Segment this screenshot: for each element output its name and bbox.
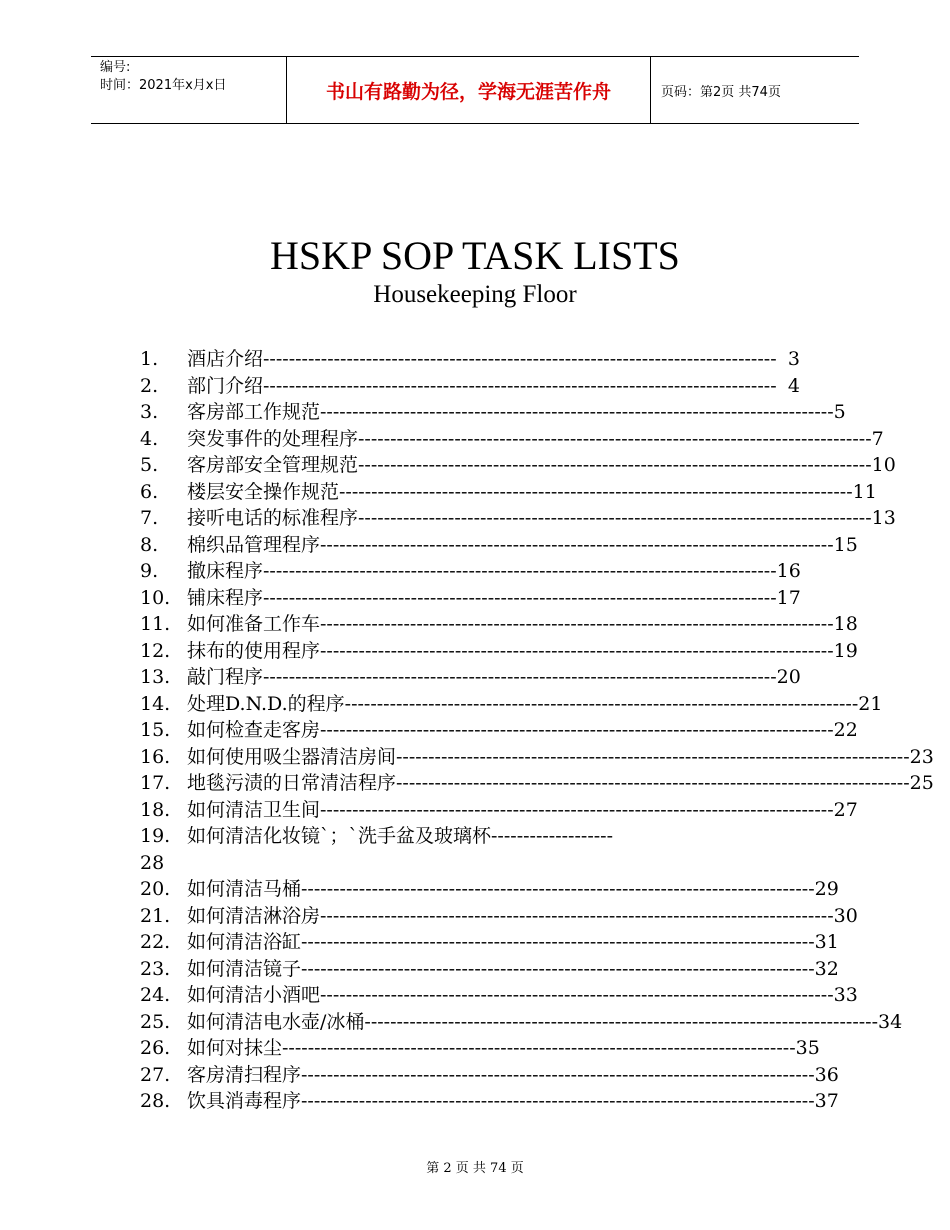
toc-entry-title: 如何清洁卫生间 [187, 798, 321, 821]
toc-entry-number: 7. [140, 507, 159, 529]
toc-entry-page: 4 [787, 374, 800, 397]
toc-entry-title: 如何清洁马桶 [187, 878, 302, 900]
toc-leader: -------------------------------------------------------------------------------- [320, 984, 834, 1006]
toc-leader: -------------------------------------------------------------------------------- [358, 427, 872, 450]
toc-entry [140, 823, 800, 876]
toc-entry-page: 35 [795, 1037, 820, 1059]
toc-entry [140, 452, 896, 479]
toc-entry-title: 客房部安全管理规范 [187, 454, 359, 476]
toc-entry-title: 部门介绍 [187, 374, 264, 397]
toc-entry-number: 12. [140, 639, 171, 662]
toc-entry-title: 如何准备工作车 [187, 613, 321, 635]
toc-entry-page: 10 [871, 454, 896, 476]
table-of-contents [140, 346, 934, 1115]
toc-entry-number: 11. [140, 613, 171, 635]
toc-leader: -------------------------------------------------------------------------------- [320, 904, 834, 927]
toc-entry-number: 25. [140, 1010, 171, 1033]
toc-entry-page: 31 [814, 931, 839, 953]
toc-entry [140, 346, 800, 373]
toc-entry-number: 19. [140, 825, 171, 847]
toc-leader: -------------------------------------------------------------------------------- [344, 692, 859, 715]
toc-entry-page: 16 [776, 560, 801, 582]
toc-leader: -------------------------------------------------------------------------------- [263, 586, 777, 609]
document-subtitle: Housekeeping Floor [373, 281, 577, 308]
toc-entry [140, 399, 846, 426]
toc-entry-number: 15. [140, 719, 171, 741]
toc-entry-title: 客房清扫程序 [187, 1063, 302, 1086]
toc-entry-page: 13 [871, 507, 896, 529]
toc-entry-page: 5 [833, 401, 846, 423]
toc-entry [140, 1035, 820, 1062]
toc-entry-page: 7 [871, 427, 884, 450]
toc-entry-number: 23. [140, 957, 171, 980]
toc-entry-title: 楼层安全操作规范 [187, 480, 340, 503]
toc-entry [140, 479, 877, 506]
time-label: 时间：2021年x月x日 [100, 78, 227, 93]
toc-entry-number: 24. [140, 984, 171, 1006]
toc-entry-title: 铺床程序 [187, 586, 264, 609]
toc-leader: -------------------------------------------------------------------------------- [358, 454, 872, 476]
toc-entry [140, 373, 800, 400]
toc-entry-page: 37 [814, 1090, 839, 1112]
toc-entry [140, 664, 800, 691]
toc-leader: -------------------------------------------------------------------------------- [339, 480, 853, 503]
toc-entry-title: 棉织品管理程序 [187, 533, 321, 556]
toc-entry [140, 1009, 903, 1036]
toc-entry-title: 如何清洁淋浴房 [187, 904, 321, 927]
toc-entry-title: 撤床程序 [187, 560, 264, 582]
toc-entry-title: 酒店介绍 [187, 348, 264, 370]
toc-entry-title: 如何对抹尘 [187, 1037, 283, 1059]
toc-entry-title: 如何清洁镜子 [187, 957, 302, 980]
toc-entry-page: 19 [833, 639, 858, 662]
toc-entry-title: 处理D.N.D.的程序 [187, 692, 345, 715]
toc-entry-number: 18. [140, 798, 171, 821]
toc-entry-page: 11 [852, 480, 877, 503]
header-meta [91, 57, 286, 123]
toc-entry-number: 13. [140, 666, 171, 688]
toc-entry-number: 1. [140, 348, 159, 370]
toc-leader: -------------------------------------------------------------------------------- [263, 348, 777, 370]
toc-entry [140, 691, 883, 718]
toc-entry-title: 突发事件的处理程序 [187, 427, 359, 450]
toc-entry-page: 15 [833, 533, 858, 556]
toc-entry-number: 20. [140, 878, 171, 900]
toc-leader: -------------------------------------------------------------------------------- [301, 1090, 815, 1112]
toc-leader: -------------------------------------------------------------------------------- [320, 719, 834, 741]
toc-leader: -------------------------------------------------------------------------------- [301, 931, 815, 953]
toc-entry-number: 28. [140, 1090, 171, 1112]
toc-entry-title: 如何清洁浴缸 [187, 931, 302, 953]
toc-leader: -------------------------------------------------------------------------------- [320, 613, 834, 635]
toc-leader: -------------------------------------------------------------------------------- [364, 1010, 878, 1033]
toc-entry [140, 1088, 839, 1115]
toc-entry-number: 14. [140, 692, 171, 715]
toc-entry-title: 接听电话的标准程序 [187, 507, 359, 529]
toc-entry-number: 9. [140, 560, 159, 582]
toc-entry-number: 6. [140, 480, 159, 503]
toc-leader: -------------------------------------------------------------------------------- [263, 560, 777, 582]
toc-leader: -------------------------------------------------------------------------------- [320, 401, 834, 423]
toc-entry-title: 抹布的使用程序 [187, 639, 321, 662]
toc-entry-page: 29 [814, 878, 839, 900]
toc-entry-page: 36 [814, 1063, 839, 1086]
toc-entry [140, 956, 839, 983]
toc-entry [140, 505, 896, 532]
toc-entry-page: 20 [776, 666, 801, 688]
toc-entry-title: 如何清洁电水壶/冰桶 [187, 1010, 365, 1033]
toc-entry-number: 21. [140, 904, 171, 927]
toc-entry-number: 16. [140, 745, 171, 768]
toc-leader: -------------------------------------------------------------------------------- [320, 639, 834, 662]
toc-entry-title: 敲门程序 [187, 666, 264, 688]
toc-entry-page: 3 [787, 348, 800, 370]
toc-entry-title: 如何使用吸尘器清洁房间 [187, 745, 397, 768]
toc-entry-page: 28 [140, 851, 165, 874]
toc-entry-title: 如何清洁小酒吧 [187, 984, 321, 1006]
toc-entry-number: 5. [140, 454, 159, 476]
toc-entry-number: 17. [140, 772, 171, 794]
toc-entry-page: 25 [909, 772, 934, 794]
toc-entry [140, 1062, 839, 1089]
toc-entry [140, 717, 858, 744]
toc-entry [140, 744, 934, 771]
toc-entry-page: 22 [833, 719, 858, 741]
toc-entry-number: 8. [140, 533, 159, 556]
toc-entry-title: 地毯污渍的日常清洁程序 [187, 772, 397, 794]
toc-entry-page: 17 [776, 586, 801, 609]
toc-entry [140, 638, 858, 665]
toc-entry-page: 27 [833, 798, 858, 821]
toc-entry [140, 876, 839, 903]
toc-entry [140, 929, 839, 956]
toc-leader: -------------------------------------------------------------------------------- [396, 772, 910, 794]
toc-entry-title: 如何检查走客房 [187, 719, 321, 741]
toc-entry [140, 903, 858, 930]
toc-entry-page: 23 [909, 745, 934, 768]
toc-entry [140, 611, 858, 638]
toc-leader: -------------------------------------------------------------------------------- [263, 374, 777, 397]
toc-entry-page: 34 [878, 1010, 903, 1033]
page-footer: 第 2 页 共 74 页 [426, 1161, 524, 1176]
toc-leader: ------------------- [491, 825, 613, 847]
toc-entry [140, 770, 934, 797]
toc-entry-number: 10. [140, 586, 171, 609]
toc-entry-number: 3. [140, 401, 159, 423]
toc-entry-page: 30 [833, 904, 858, 927]
number-label: 编号: [100, 60, 131, 75]
toc-entry-number: 2. [140, 374, 159, 397]
toc-entry-title: 客房部工作规范 [187, 401, 321, 423]
document-title: HSKP SOP TASK LISTS [270, 233, 680, 278]
toc-entry-page: 21 [858, 692, 883, 715]
toc-entry-title: 如何清洁化妆镜`；`洗手盆及玻璃杯 [187, 825, 492, 847]
toc-entry-number: 26. [140, 1037, 171, 1059]
toc-leader: -------------------------------------------------------------------------------- [301, 1063, 815, 1086]
toc-leader: -------------------------------------------------------------------------------- [320, 533, 834, 556]
toc-entry [140, 426, 884, 453]
toc-entry-page: 33 [833, 984, 858, 1006]
toc-leader: -------------------------------------------------------------------------------- [263, 666, 777, 688]
toc-entry [140, 585, 800, 612]
toc-leader: -------------------------------------------------------------------------------- [320, 798, 834, 821]
header-motto: 书山有路勤为径，学海无涯苦作舟 [286, 57, 651, 123]
toc-entry-page: 32 [814, 957, 839, 980]
header-page-info: 页码：第2页 共74页 [661, 84, 781, 100]
page-header [91, 56, 859, 124]
toc-leader: -------------------------------------------------------------------------------- [358, 507, 872, 529]
toc-entry [140, 982, 858, 1009]
toc-entry-number: 4. [140, 427, 159, 450]
toc-entry [140, 532, 858, 559]
toc-entry-page: 18 [833, 613, 858, 635]
toc-entry-number: 27. [140, 1063, 171, 1086]
toc-leader: -------------------------------------------------------------------------------- [301, 878, 815, 900]
toc-leader: -------------------------------------------------------------------------------- [301, 957, 815, 980]
toc-entry [140, 797, 858, 824]
toc-entry-title: 饮具消毒程序 [187, 1090, 302, 1112]
toc-entry [140, 558, 800, 585]
toc-entry-number: 22. [140, 931, 171, 953]
toc-leader: -------------------------------------------------------------------------------- [282, 1037, 796, 1059]
toc-leader: -------------------------------------------------------------------------------- [396, 745, 910, 768]
